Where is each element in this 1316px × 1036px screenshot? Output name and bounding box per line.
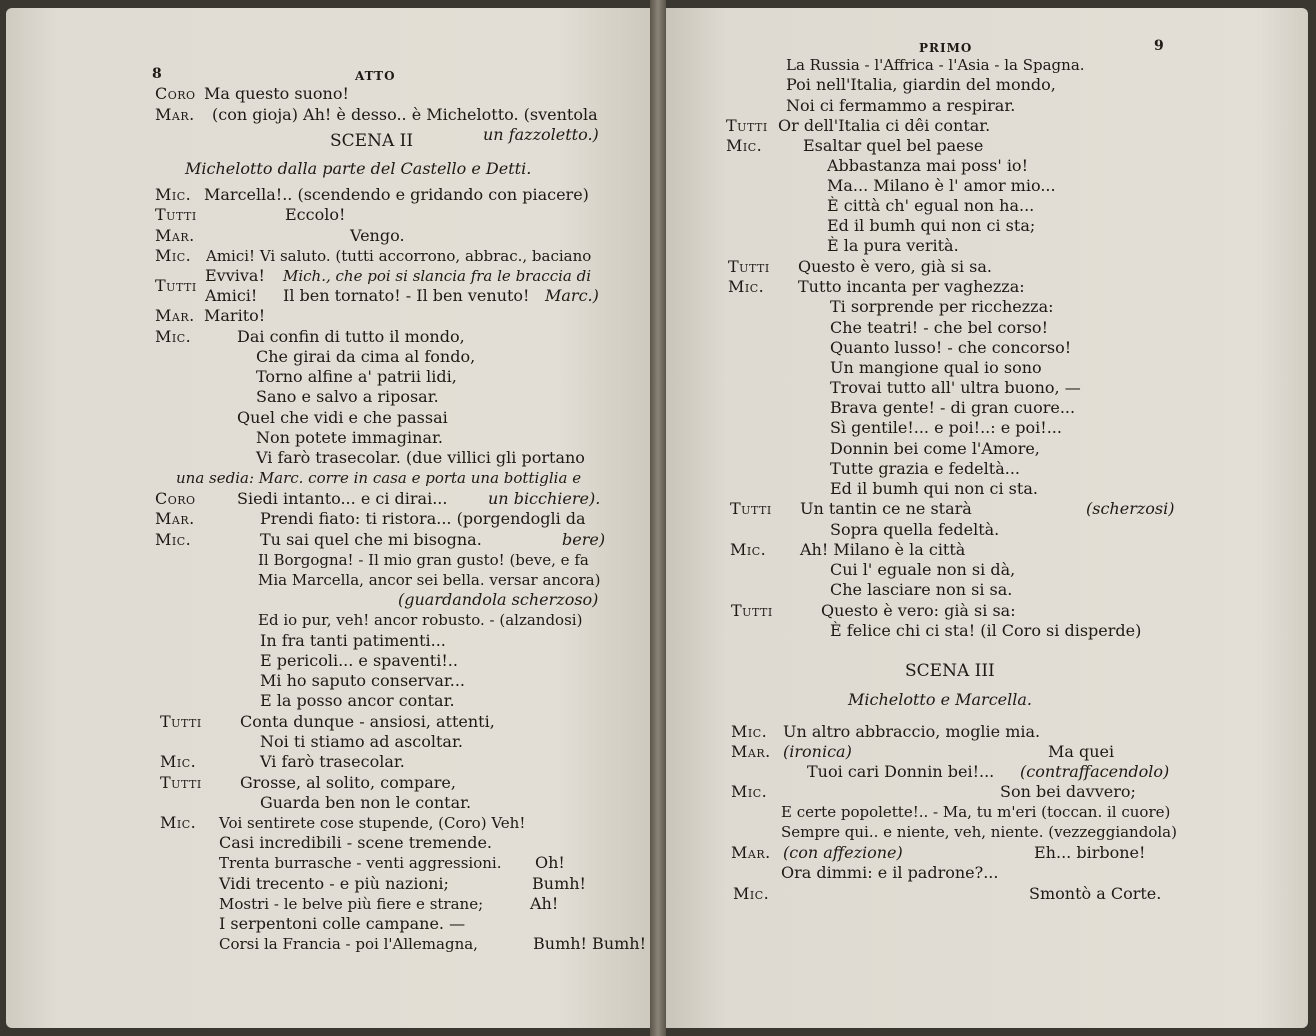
- verse-line: Corsi la Francia - poi l'Allemagna,: [219, 935, 478, 953]
- verse-line: Casi incredibili - scene tremende.: [219, 833, 493, 852]
- verse-line: Guarda ben non le contar.: [260, 793, 472, 812]
- verse-line: Siedi intanto... e ci dirai...: [237, 489, 448, 508]
- verse-line: Tutte grazia e fedeltà...: [830, 459, 1020, 478]
- verse-line: (con gioja) Ah! è desso.. è Michelotto. (sventola: [212, 105, 598, 124]
- verse-line: Noi ti stiamo ad ascoltar.: [260, 732, 463, 751]
- speaker: Mic.: [733, 884, 770, 903]
- stage-direction: (scherzosi): [1086, 499, 1175, 518]
- book-gutter: [650, 0, 666, 1036]
- verse-line: Non potete immaginar.: [256, 428, 443, 447]
- speaker: Mic.: [730, 540, 767, 559]
- running-head: ATTO: [355, 69, 396, 83]
- verse-line: Marito!: [204, 306, 266, 325]
- verse-line: Ora dimmi: e il padrone?...: [781, 863, 999, 882]
- verse-line: È città ch' egual non ha...: [827, 196, 1035, 215]
- speaker: Tutti: [160, 773, 202, 792]
- verse-line: Poi nell'Italia, giardin del mondo,: [786, 75, 1056, 94]
- verse-line: Oh!: [535, 853, 565, 872]
- stage-direction: (con affezione): [783, 843, 903, 862]
- verse-line: Evviva!: [205, 266, 265, 285]
- verse-line: Trovai tutto all' ultra buono, —: [830, 378, 1081, 397]
- verse-line: Smontò a Corte.: [1029, 884, 1162, 903]
- speaker: Mic.: [731, 722, 768, 741]
- verse-line: Bumh!: [532, 874, 586, 893]
- verse-line: Tu sai quel che mi bisogna.: [260, 530, 482, 549]
- stage-direction: un bicchiere).: [488, 489, 601, 508]
- scene-characters: Michelotto dalla parte del Castello e Detti.: [185, 159, 532, 178]
- stage-direction: un fazzoletto.): [483, 125, 599, 144]
- verse-line: È felice chi ci sta! (il Coro si disperde): [830, 621, 1142, 640]
- speaker: Tutti: [728, 257, 770, 276]
- verse-line: Ed il bumh qui non ci sta.: [830, 479, 1038, 498]
- stage-direction: (guardandola scherzoso): [398, 590, 599, 609]
- verse-line: E certe popolette!.. - Ma, tu m'eri (toccan. il cuore): [781, 803, 1171, 821]
- speaker: Tutti: [731, 601, 773, 620]
- verse-line: Noi ci fermammo a respirar.: [786, 96, 1016, 115]
- speaker: Tutti: [155, 205, 197, 224]
- verse-line: Il Borgogna! - Il mio gran gusto! (beve, e fa: [258, 551, 589, 569]
- verse-line: Marcella!.. (scendendo e gridando con piacere): [204, 185, 589, 204]
- verse-line: Sopra quella fedeltà.: [830, 520, 1000, 539]
- speaker: Mic.: [155, 185, 192, 204]
- verse-line: Cui l' eguale non si dà,: [830, 560, 1016, 579]
- verse-line: Vidi trecento - e più nazioni;: [219, 874, 449, 893]
- speaker: Mic.: [160, 752, 197, 771]
- verse-line: Un mangione qual io sono: [830, 358, 1042, 377]
- stage-direction: (contraffacendolo): [1020, 762, 1170, 781]
- verse-line: È la pura verità.: [827, 236, 959, 255]
- verse-line: Donnin bei come l'Amore,: [830, 439, 1040, 458]
- verse-line: Eh... birbone!: [1034, 843, 1146, 862]
- stage-direction: (ironica): [783, 742, 852, 761]
- scene-characters: Michelotto e Marcella.: [848, 690, 1032, 709]
- stage-direction: una sedia: Marc. corre in casa e porta una bottiglia e: [176, 469, 582, 487]
- speaker: Mic.: [726, 136, 763, 155]
- speaker: Tutti: [160, 712, 202, 731]
- speaker: Tutti: [726, 116, 768, 135]
- verse-line: Sano e salvo a riposar.: [256, 387, 439, 406]
- verse-line: Che girai da cima al fondo,: [256, 347, 476, 366]
- verse-line: Mostri - le belve più fiere e strane;: [219, 895, 484, 913]
- verse-line: Tuoi cari Donnin bei!...: [807, 762, 995, 781]
- verse-line: Mia Marcella, ancor sei bella. versar ancora): [258, 571, 601, 589]
- verse-line: Esaltar quel bel paese: [803, 136, 984, 155]
- page-number: 9: [1154, 38, 1164, 54]
- verse-line: Ti sorprende per ricchezza:: [830, 297, 1054, 316]
- verse-line: Abbastanza mai poss' io!: [827, 156, 1028, 175]
- speaker: Mar.: [731, 843, 771, 862]
- verse-line: Un tantin ce ne starà: [800, 499, 972, 518]
- verse-line: Grosse, al solito, compare,: [240, 773, 456, 792]
- verse-line: Un altro abbraccio, moglie mia.: [783, 722, 1041, 741]
- verse-line: E la posso ancor contar.: [260, 691, 455, 710]
- stage-direction: Mich., che poi si slancia fra le braccia di: [283, 267, 591, 285]
- verse-line: Torno alfine a' patrii lidi,: [256, 367, 457, 386]
- verse-line: Ah! Milano è la città: [800, 540, 966, 559]
- verse-line: Che lasciare non si sa.: [830, 580, 1013, 599]
- verse-line: Amici! Vi saluto. (tutti accorrono, abbrac., baciano: [206, 247, 592, 265]
- speaker: Mic.: [155, 246, 192, 265]
- speaker: Mar.: [155, 509, 195, 528]
- verse-line: In fra tanti patimenti...: [260, 631, 446, 650]
- verse-line: Ma questo suono!: [204, 84, 349, 103]
- scene-heading: SCENA II: [330, 131, 414, 151]
- verse-line: Sì gentile!... e poi!..: e poi!...: [830, 418, 1062, 437]
- verse-line: Eccolo!: [285, 205, 346, 224]
- verse-line: I serpentoni colle campane. —: [219, 914, 466, 933]
- verse-line: Voi sentirete cose stupende, (Coro) Veh!: [219, 814, 526, 832]
- verse-line: Mi ho saputo conservar...: [260, 671, 466, 690]
- verse-line: E pericoli... e spaventi!..: [260, 651, 458, 670]
- scene-heading: SCENA III: [905, 661, 995, 681]
- verse-line: Quanto lusso! - che concorso!: [830, 338, 1072, 357]
- speaker: Mic.: [160, 813, 197, 832]
- speaker: Tutti: [730, 499, 772, 518]
- verse-line: Vengo.: [350, 226, 405, 245]
- speaker: Tutti: [155, 276, 197, 295]
- verse-line: Sempre qui.. e niente, veh, niente. (vezzeggiandola): [781, 823, 1177, 841]
- page-number: 8: [152, 66, 162, 82]
- verse-line: Son bei davvero;: [1000, 782, 1136, 801]
- verse-line: Questo è vero, già si sa.: [798, 257, 992, 276]
- verse-line: Quel che vidi e che passai: [237, 408, 448, 427]
- verse-line: Prendi fiato: ti ristora... (porgendogli da: [260, 509, 586, 528]
- speaker: Mic.: [731, 782, 768, 801]
- speaker: Mic.: [728, 277, 765, 296]
- verse-line: Or dell'Italia ci dêi contar.: [778, 116, 991, 135]
- running-head: PRIMO: [919, 41, 973, 55]
- verse-line: Amici!: [205, 286, 258, 305]
- verse-line: Ah!: [530, 894, 559, 913]
- verse-line: La Russia - l'Affrica - l'Asia - la Spagna.: [786, 56, 1085, 74]
- speaker: Coro: [155, 84, 196, 103]
- verse-line: Bumh! Bumh!: [533, 934, 647, 953]
- verse-line: Vi farò trasecolar.: [260, 752, 405, 771]
- speaker: Mar.: [155, 306, 195, 325]
- verse-line: Tutto incanta per vaghezza:: [798, 277, 1025, 296]
- verse-line: Ma... Milano è l' amor mio...: [827, 176, 1056, 195]
- verse-line: Trenta burrasche - venti aggressioni.: [219, 854, 502, 872]
- verse-line: Ed il bumh qui non ci sta;: [827, 216, 1036, 235]
- verse-line: Conta dunque - ansiosi, attenti,: [240, 712, 495, 731]
- verse-line: Dai confin di tutto il mondo,: [237, 327, 465, 346]
- speaker: Mic.: [155, 530, 192, 549]
- verse-line: Brava gente! - di gran cuore...: [830, 398, 1076, 417]
- verse-line: Il ben tornato! - Il ben venuto!: [283, 286, 530, 305]
- verse-line: Ed io pur, veh! ancor robusto. - (alzandosi): [258, 611, 583, 629]
- verse-line: Vi farò trasecolar. (due villici gli portano: [256, 448, 585, 467]
- stage-direction: bere): [562, 530, 606, 549]
- verse-line: Che teatri! - che bel corso!: [830, 318, 1048, 337]
- verse-line: Questo è vero: già si sa:: [821, 601, 1016, 620]
- speaker: Mar.: [155, 105, 195, 124]
- speaker: Coro: [155, 489, 196, 508]
- verse-line: Ma quei: [1048, 742, 1115, 761]
- stage-direction: Marc.): [545, 286, 599, 305]
- speaker: Mic.: [155, 327, 192, 346]
- speaker: Mar.: [731, 742, 771, 761]
- speaker: Mar.: [155, 226, 195, 245]
